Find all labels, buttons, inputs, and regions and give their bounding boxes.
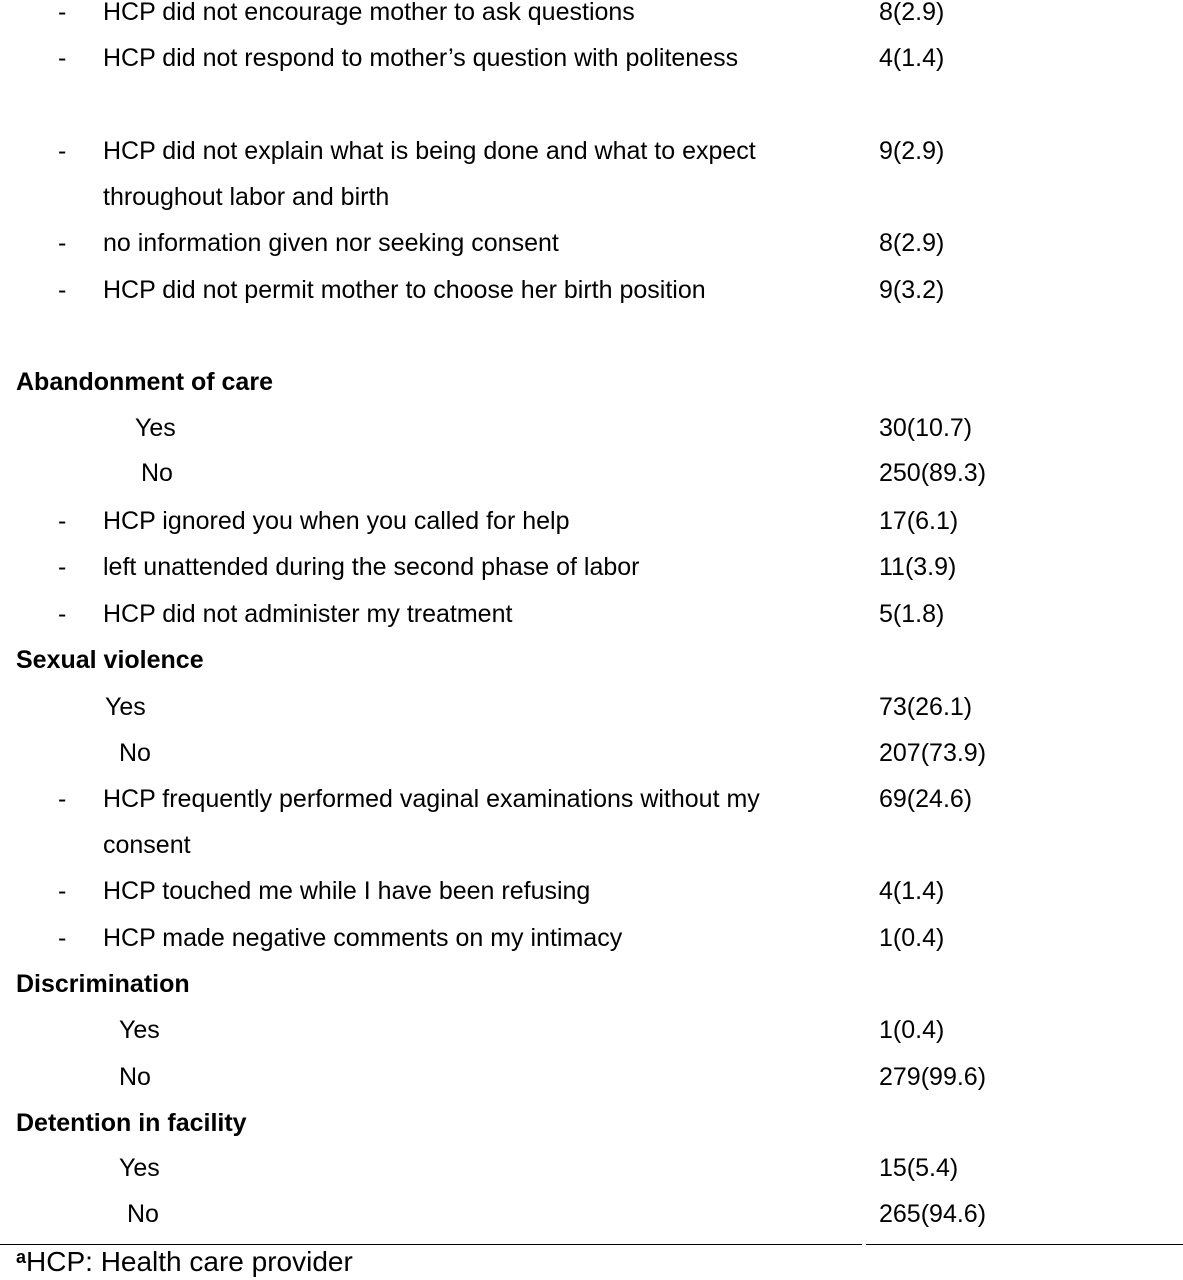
section-title: Detention in facility <box>16 1109 247 1137</box>
item-value: 9(3.2) <box>879 276 945 304</box>
table-row-continuation <box>0 827 1183 863</box>
item-value: 8(2.9) <box>879 229 945 257</box>
table-row-continuation <box>0 179 1183 215</box>
section-header <box>0 642 1183 678</box>
footnote-marker: a <box>16 1247 27 1267</box>
section-header <box>0 1105 1183 1141</box>
item-text: left unattended during the second phase of labor <box>103 553 640 581</box>
no-value: 279(99.6) <box>879 1063 987 1091</box>
item-text: no information given nor seeking consent <box>103 229 559 257</box>
item-value: 1(0.4) <box>879 924 945 952</box>
item-text: HCP did not explain what is being done and what to expect <box>103 137 756 165</box>
item-text: HCP did not administer my treatment <box>103 600 513 628</box>
yes-label: Yes <box>119 1154 160 1182</box>
table-row <box>0 920 1183 956</box>
item-text: HCP did not respond to mother’s question with politeness <box>103 44 739 72</box>
section-title: Sexual violence <box>16 646 204 674</box>
yes-label: Yes <box>105 693 146 721</box>
item-value: 11(3.9) <box>879 553 957 581</box>
item-value: 8(2.9) <box>879 0 945 26</box>
table-row <box>0 0 1183 30</box>
section-header <box>0 364 1183 400</box>
no-label: No <box>141 459 173 487</box>
dash-marker: - <box>58 507 67 535</box>
dash-marker: - <box>58 0 67 26</box>
table-row <box>0 455 1183 491</box>
item-text: HCP touched me while I have been refusing <box>103 877 591 905</box>
dash-marker: - <box>58 553 67 581</box>
yes-value: 15(5.4) <box>879 1154 959 1182</box>
item-text: HCP frequently performed vaginal examinations without my <box>103 785 760 813</box>
no-label: No <box>119 739 151 767</box>
footnote <box>16 1244 353 1280</box>
item-value: 69(24.6) <box>879 785 973 813</box>
dash-marker: - <box>58 877 67 905</box>
no-value: 207(73.9) <box>879 739 987 767</box>
table-row <box>0 549 1183 585</box>
table-rule-gap <box>862 1244 866 1245</box>
no-value: 265(94.6) <box>879 1200 987 1228</box>
no-label: No <box>119 1063 151 1091</box>
section-title: Abandonment of care <box>16 368 273 396</box>
table-row <box>0 225 1183 261</box>
item-value: 5(1.8) <box>879 600 945 628</box>
table-row <box>0 1059 1183 1095</box>
table-row <box>0 1150 1183 1186</box>
item-text-continuation: consent <box>103 831 191 859</box>
section-header <box>0 966 1183 1002</box>
dash-marker: - <box>58 137 67 165</box>
item-text: HCP made negative comments on my intimacy <box>103 924 623 952</box>
item-text: HCP did not encourage mother to ask questions <box>103 0 635 26</box>
table-row <box>0 873 1183 909</box>
table-row <box>0 1196 1183 1232</box>
table-row <box>0 1012 1183 1048</box>
item-text: HCP ignored you when you called for help <box>103 507 570 535</box>
yes-label: Yes <box>119 1016 160 1044</box>
table-row <box>0 503 1183 539</box>
item-text-continuation: throughout labor and birth <box>103 183 390 211</box>
dash-marker: - <box>58 276 67 304</box>
table-row <box>0 781 1183 817</box>
table-row <box>0 689 1183 725</box>
table-row <box>0 272 1183 308</box>
item-text: HCP did not permit mother to choose her birth position <box>103 276 706 304</box>
yes-value: 73(26.1) <box>879 693 973 721</box>
yes-value: 1(0.4) <box>879 1016 945 1044</box>
item-value: 17(6.1) <box>879 507 959 535</box>
yes-label: Yes <box>135 414 176 442</box>
item-value: 4(1.4) <box>879 877 945 905</box>
dash-marker: - <box>58 785 67 813</box>
dash-marker: - <box>58 600 67 628</box>
table-row <box>0 596 1183 632</box>
item-value: 9(2.9) <box>879 137 945 165</box>
no-label: No <box>127 1200 159 1228</box>
dash-marker: - <box>58 924 67 952</box>
item-value: 4(1.4) <box>879 44 945 72</box>
table-row <box>0 40 1183 76</box>
dash-marker: - <box>58 44 67 72</box>
table-row <box>0 133 1183 169</box>
yes-value: 30(10.7) <box>879 414 973 442</box>
footnote-text: HCP: Health care provider <box>26 1246 353 1277</box>
section-title: Discrimination <box>16 970 190 998</box>
no-value: 250(89.3) <box>879 459 987 487</box>
table-row <box>0 735 1183 771</box>
table-row <box>0 410 1183 446</box>
dash-marker: - <box>58 229 67 257</box>
